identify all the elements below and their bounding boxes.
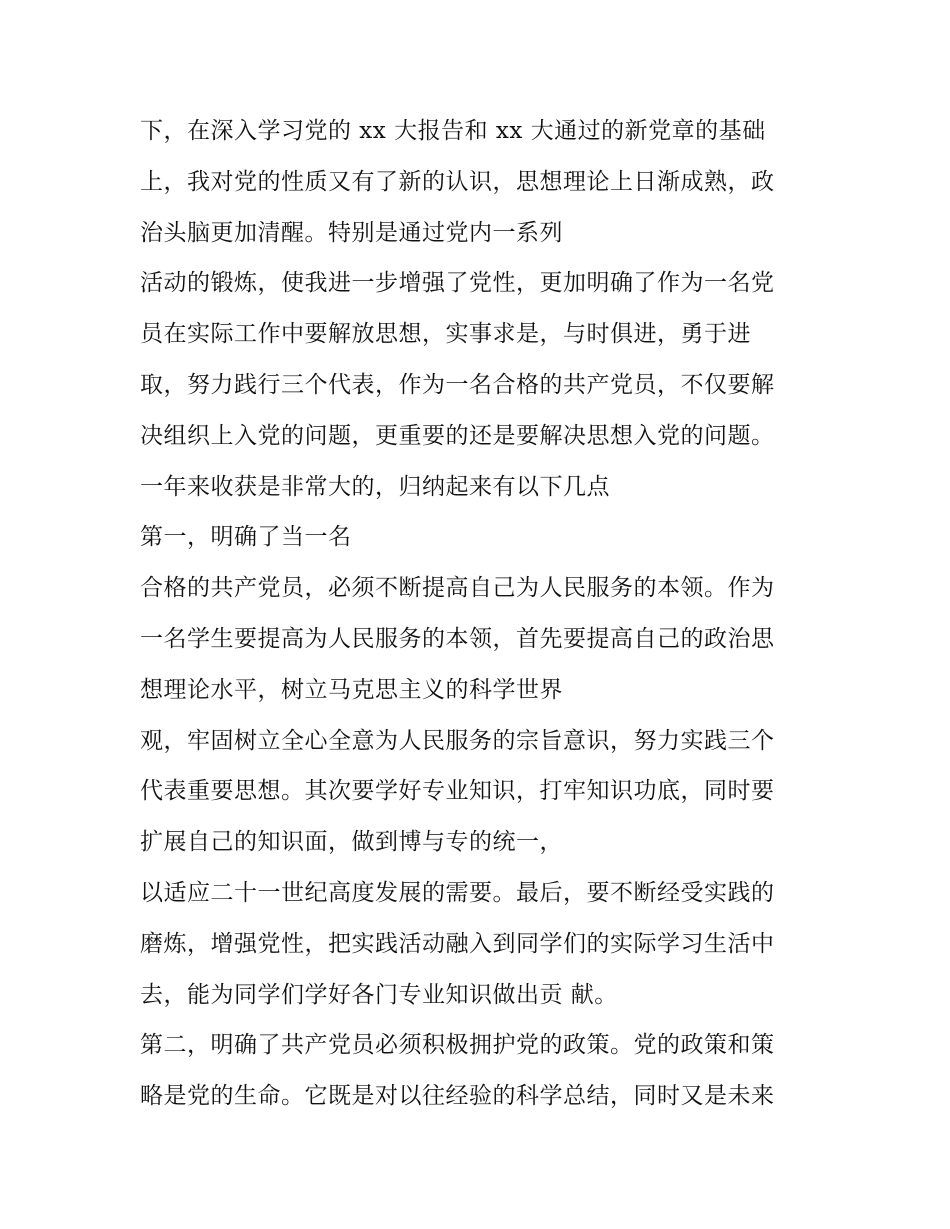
text-line: 一名学生要提高为人民服务的本领，首先要提高自己的政治思 xyxy=(140,625,775,652)
text-line: 合格的共产党员，必须不断提高自己为人民服务的本领。作为 xyxy=(140,575,775,602)
text-line: 一年来收获是非常大的，归纳起来有以下几点 xyxy=(140,473,610,500)
text-line: 以适应二十一世纪高度发展的需要。最后，要不断经受实践的 xyxy=(140,879,775,906)
text-line: 第二，明确了共产党员必须积极拥护党的政策。党的政策和策 xyxy=(140,1032,775,1059)
document-body xyxy=(140,106,820,1122)
text-line: 磨炼，增强党性，把实践活动融入到同学们的实际学习生活中 xyxy=(140,930,775,957)
text-line: 活动的锻炼，使我进一步增强了党性，更加明确了作为一名党 xyxy=(140,270,775,297)
text-line: 观，牢固树立全心全意为人民服务的宗旨意识，努力实践三个 xyxy=(140,727,775,754)
text-line: 代表重要思想。其次要学好专业知识，打牢知识功底，同时要 xyxy=(140,778,775,805)
text-line: 想理论水平，树立马克思主义的科学世界 xyxy=(140,676,563,703)
text-line: 扩展自己的知识面，做到博与专的统一， xyxy=(140,829,563,856)
text-line: 治头脑更加清醒。特别是通过党内一系列 xyxy=(140,219,563,246)
text-line: 去，能为同学们学好各门专业知识做出贡 献。 xyxy=(140,981,618,1008)
text-line: 决组织上入党的问题，更重要的还是要解决思想入党的问题。 xyxy=(140,422,775,449)
text-line: 第一，明确了当一名 xyxy=(140,524,352,551)
text-line: 上，我对党的性质又有了新的认识，思想理论上日渐成熟，政 xyxy=(140,168,775,195)
text-line: 员在实际工作中要解放思想，实事求是，与时俱进，勇于进 xyxy=(140,321,751,348)
text-line: 下，在深入学习党的 xx 大报告和 xx 大通过的新党章的基础 xyxy=(140,118,766,144)
text-line: 取，努力践行三个代表，作为一名合格的共产党员，不仅要解 xyxy=(140,371,775,398)
text-line: 略是党的生命。它既是对以往经验的科学总结，同时又是未来 xyxy=(140,1083,775,1110)
